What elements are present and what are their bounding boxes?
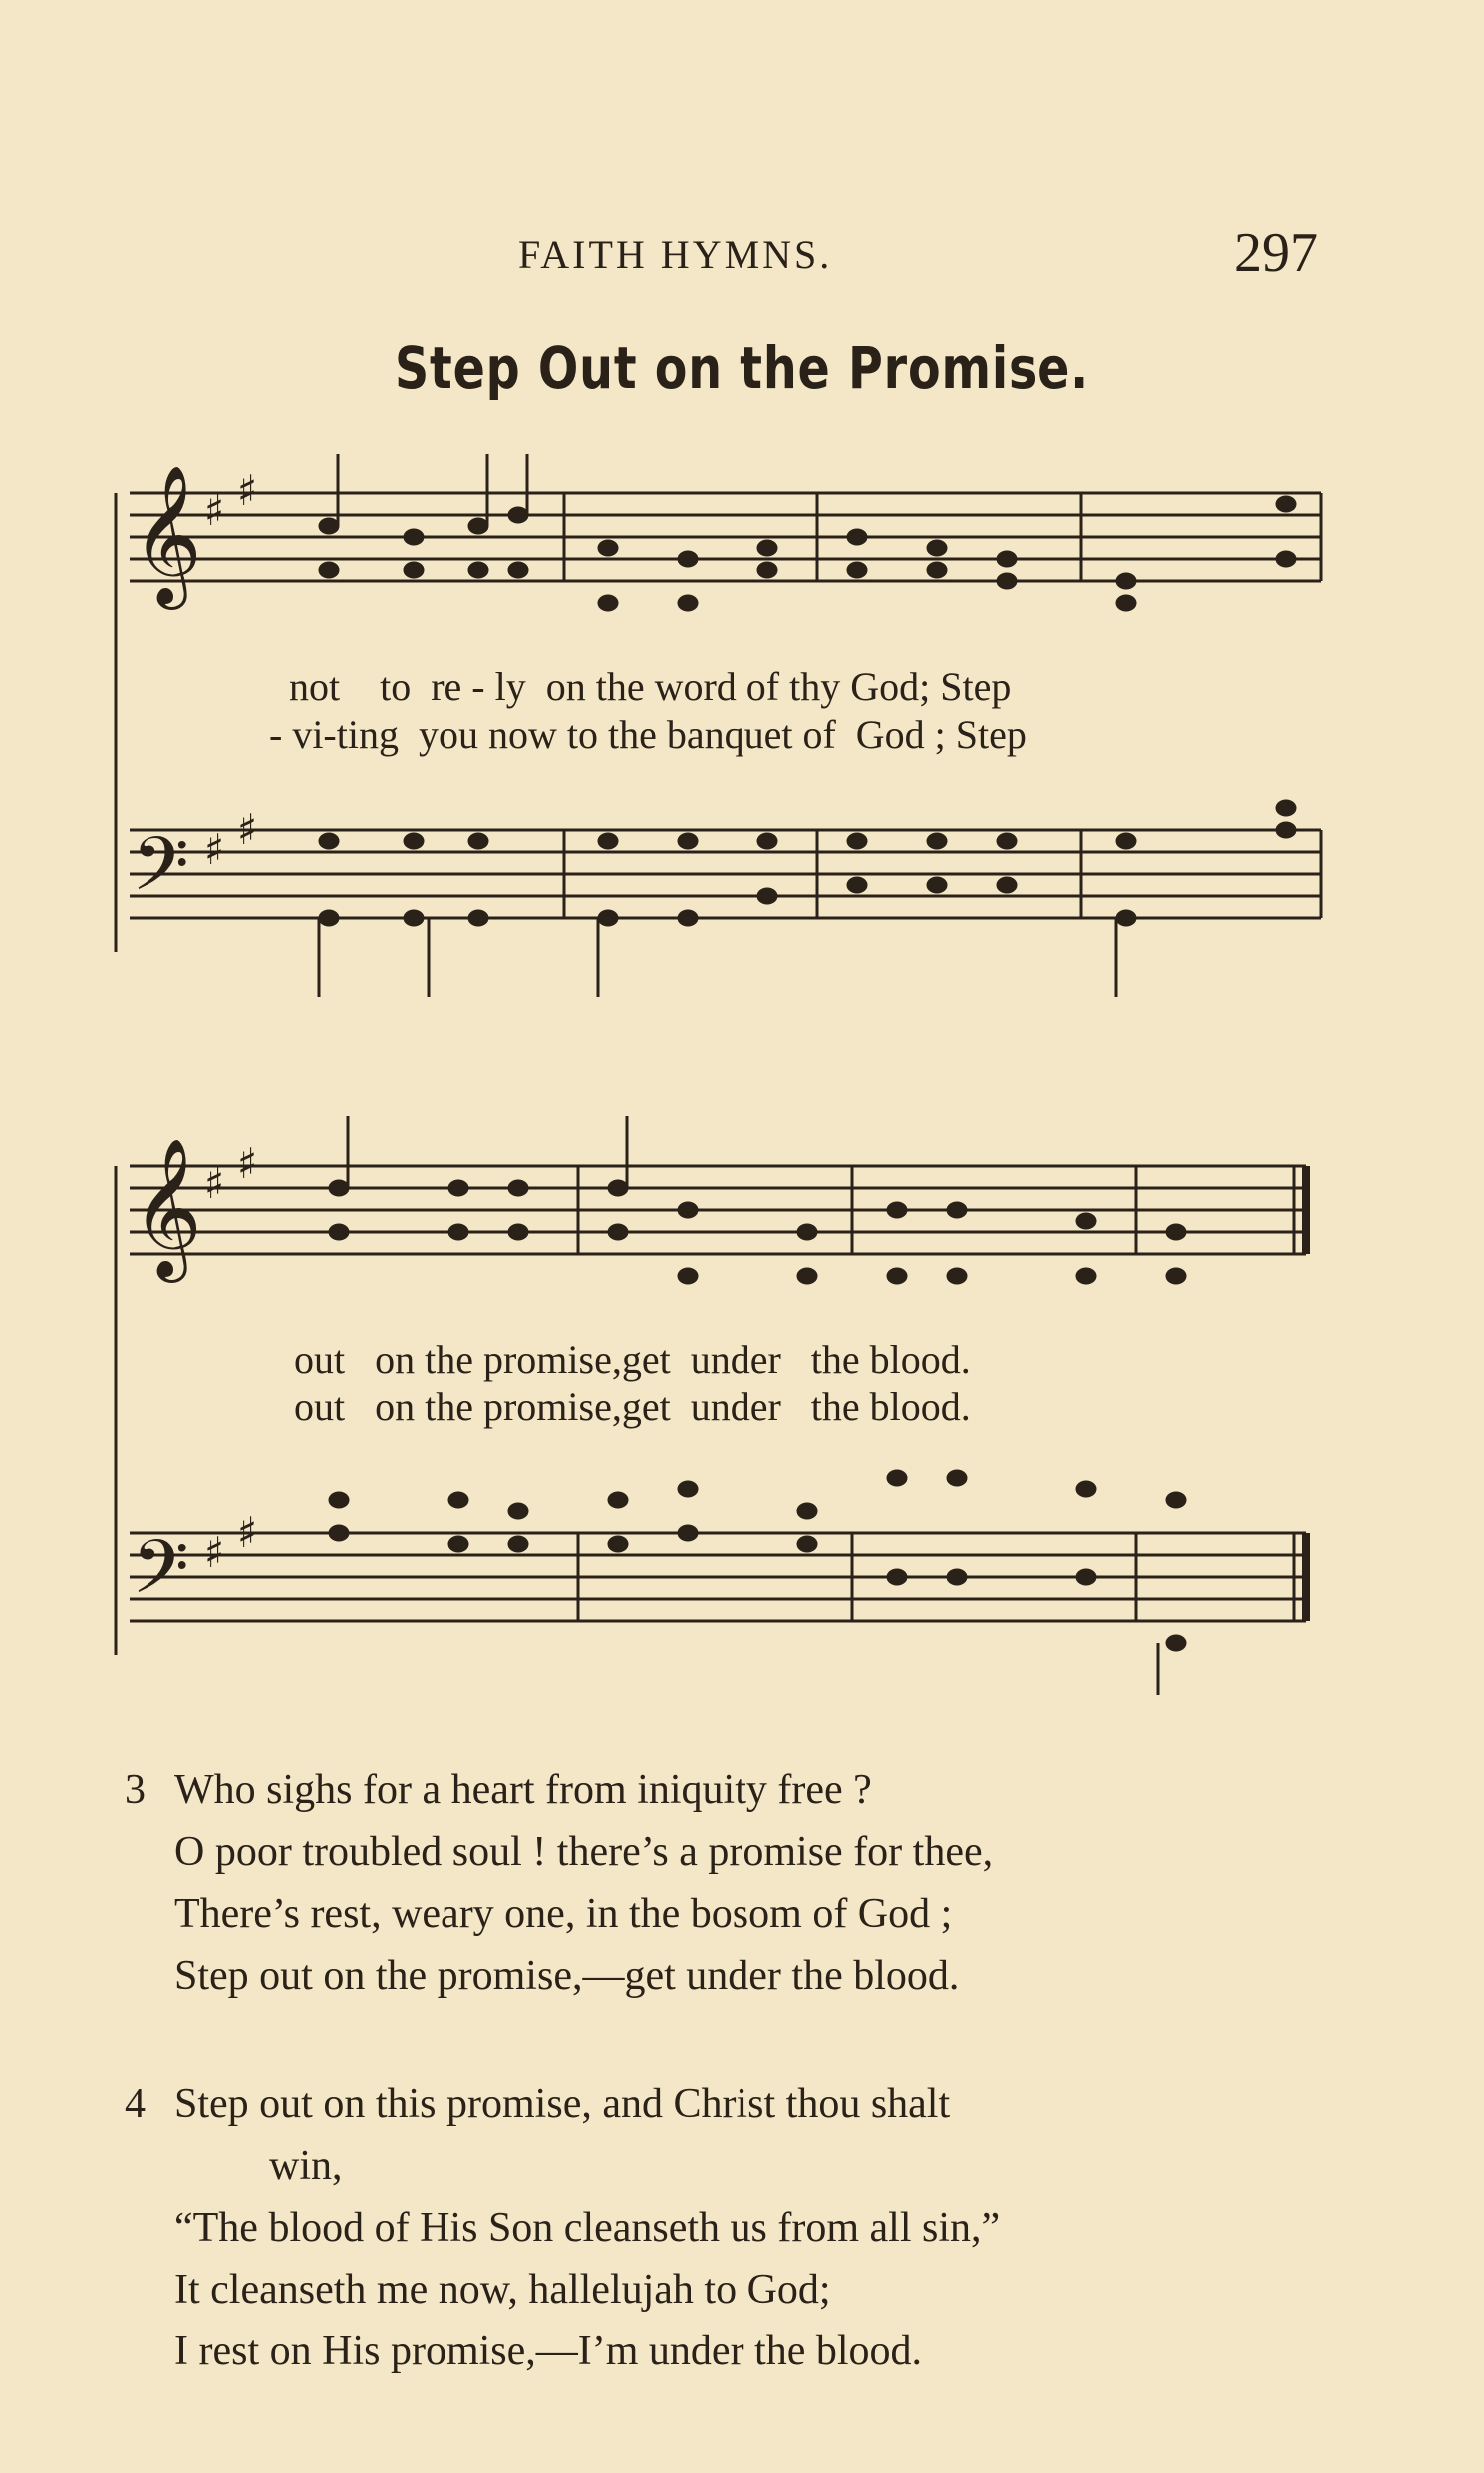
svg-text:♯: ♯ [204,1528,225,1577]
svg-text:♯: ♯ [204,1159,225,1208]
svg-text:♯: ♯ [237,1508,258,1557]
stanza-line: O poor troubled soul ! there’s a promise for thee, [174,1829,994,1875]
system2-lyric-line1: out on the promise,get under the blood. [294,1337,971,1382]
stanza-line: “The blood of His Son cleanseth us from all sin,” [174,2205,1001,2251]
music-system-1 [110,454,1336,1012]
stanza-3 [125,1759,1350,2018]
hymn-title: Step Out on the Promise. [394,334,1090,402]
stanza-line: There’s rest, weary one, in the bosom of God ; [174,1891,953,1937]
stanza-line: Step out on this promise, and Christ thou shalt [174,2081,951,2127]
stanza-number: 4 [125,2081,146,2127]
system1-lyric-line1: not to re - ly on the word of thy God; Step [289,664,1012,709]
stanza-line: I rest on His promise,—I’m under the blood. [174,2328,923,2374]
stanza-line: Step out on the promise,—get under the blood. [174,1953,960,1999]
svg-text:♯: ♯ [237,805,258,854]
page-number: 297 [1234,222,1318,284]
stanza-4 [125,2073,1350,2402]
svg-text:♯: ♯ [204,825,225,874]
svg-text:𝄞: 𝄞 [132,1138,202,1277]
system2-lyric-line2: out on the promise,get under the blood. [294,1385,971,1429]
system1-lyric-line2: - vi-ting you now to the banquet of God ; Step [269,712,1027,757]
stanza-line: win, [269,2143,343,2189]
svg-text:𝄢: 𝄢 [132,1524,189,1629]
music-system-2 [110,1106,1336,1704]
svg-text:𝄢: 𝄢 [132,821,189,926]
svg-text:♯: ♯ [237,466,258,515]
svg-text:♯: ♯ [237,1139,258,1188]
svg-text:♯: ♯ [204,486,225,535]
stanza-line: Who sighs for a heart from iniquity free ? [174,1767,872,1813]
stanza-number: 3 [125,1767,146,1813]
stanza-line: It cleanseth me now, hallelujah to God; [174,2267,831,2313]
page-header [0,221,1484,291]
running-head: FAITH HYMNS. [518,232,833,277]
svg-text:𝄞: 𝄞 [132,465,202,604]
